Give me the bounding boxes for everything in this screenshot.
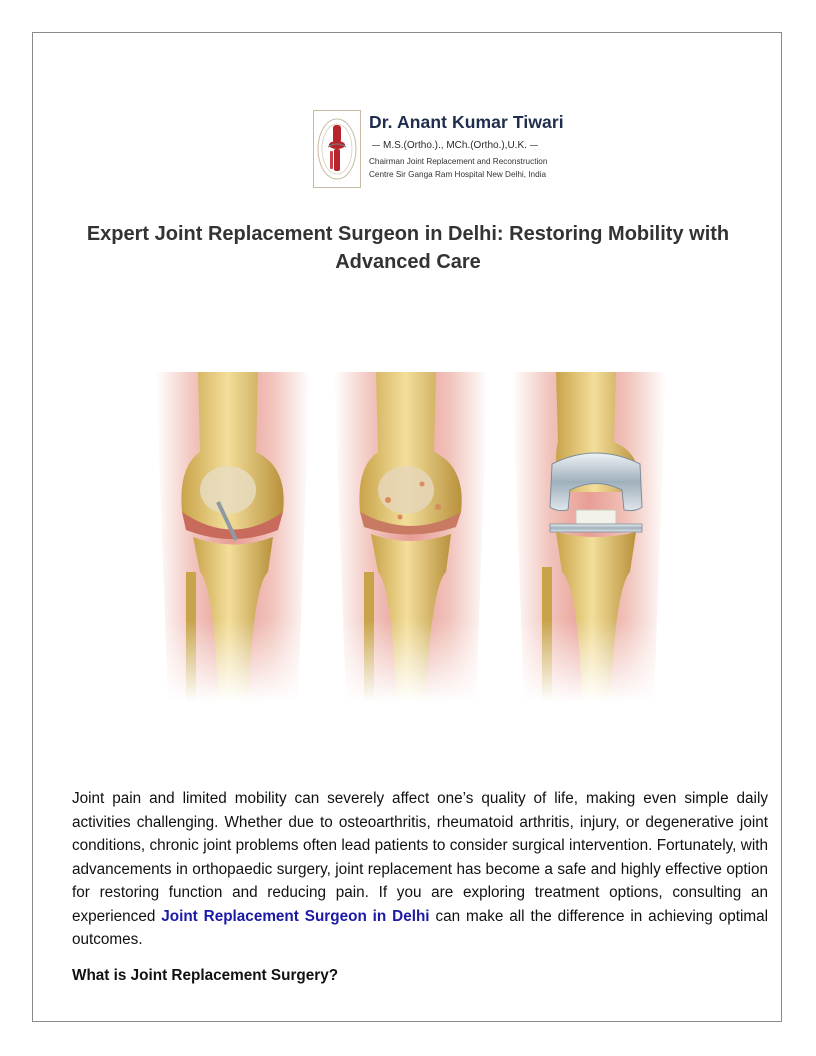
logo-position-line-2: Centre Sir Ganga Ram Hospital New Delhi, India [369, 170, 547, 179]
logo-position-line-1: Chairman Joint Replacement and Reconstruction [369, 157, 548, 166]
joint-replacement-surgeon-link[interactable]: Joint Replacement Surgeon in Delhi [161, 907, 430, 925]
section-heading: What is Joint Replacement Surgery? [72, 967, 339, 984]
knee-joint-illustration [138, 372, 678, 702]
article-title: Expert Joint Replacement Surgeon in Delhi: Restoring Mobility with Advanced Care [86, 223, 730, 273]
logo-degrees-text: M.S.(Ortho.)., MCh.(Ortho.),U.K. [383, 140, 527, 151]
logo-degrees [369, 140, 549, 151]
intro-text-before-link: Joint pain and limited mobility can severely affect one’s quality of life, making even simple daily activities challenging. Whether due to osteoarthritis, rheumatoid arthritis, injury, or degenerative joint conditions, chronic joint problems often lead patients to consider surgical intervention. Fortunately, with advancements in orthopaedic surgery, joint replacement has become a safe and highly effective option for restoring function and reducing pain. If you are exploring treatment options, consulting an experienced [72, 790, 768, 925]
doctor-logo [313, 110, 564, 190]
intro-text-after-link: can make all the difference in achieving optimal outcomes. [72, 907, 769, 948]
knee-seal-icon [313, 110, 361, 188]
intro-paragraph [72, 787, 768, 952]
logo-doctor-name: Dr. Anant Kumar Tiwari [369, 112, 564, 132]
